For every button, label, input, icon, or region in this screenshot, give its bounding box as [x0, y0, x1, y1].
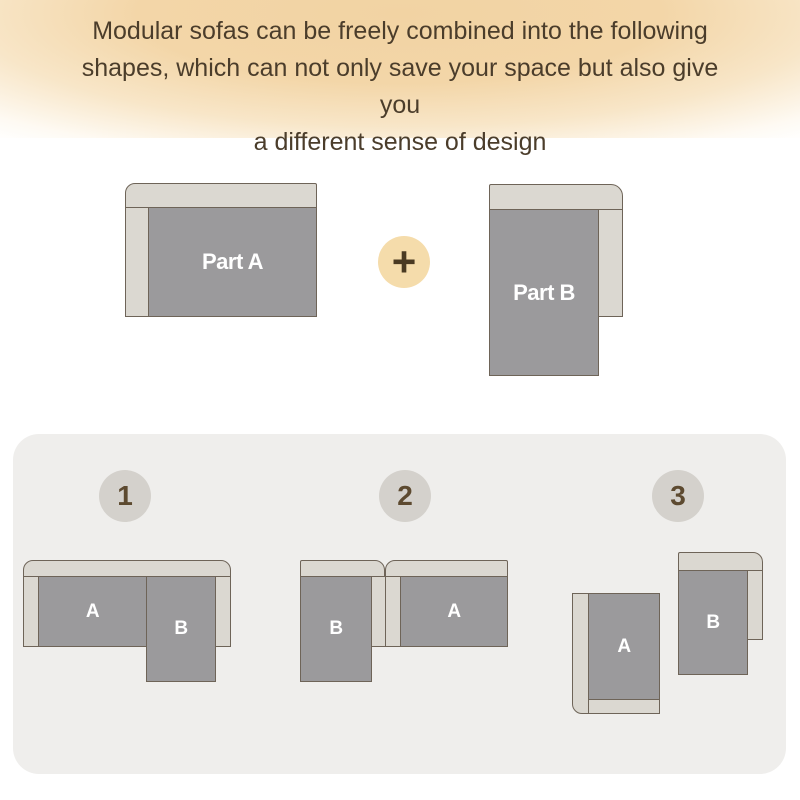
combo-3-module-b-label: B	[706, 611, 720, 633]
combination-1-sofa	[23, 560, 231, 682]
part-b-seat	[489, 209, 599, 376]
combo-2-module-a-seat	[400, 576, 508, 647]
combo-3-module-b-backrest	[678, 552, 763, 571]
combo-3-module-a-label: A	[617, 635, 631, 657]
combo-3-module-a-armrest	[588, 699, 660, 714]
part-a-armrest	[125, 207, 149, 317]
part-b-label: Part B	[513, 279, 575, 305]
combo-1-backrest	[23, 560, 231, 577]
combination-3-module-a	[572, 593, 660, 714]
header-banner	[0, 0, 800, 156]
headline-line-1: Modular sofas can be freely combined into the following	[92, 17, 708, 45]
combination-3-number: 3	[670, 480, 686, 511]
combo-3-module-a-seat	[588, 593, 660, 700]
part-a-label: Part A	[202, 249, 263, 274]
part-a-backrest	[125, 183, 317, 208]
combo-2-module-b-armrest	[371, 576, 386, 647]
combo-1-module-a-seat	[38, 576, 147, 647]
part-a-seat	[148, 207, 317, 317]
part-b-diagram	[489, 184, 623, 376]
combo-3-module-b-armrest	[747, 570, 763, 640]
part-b-armrest	[598, 209, 623, 317]
part-a-diagram	[125, 183, 317, 317]
combo-2-module-b-seat	[300, 576, 372, 682]
combo-2-module-a-backrest	[385, 560, 508, 577]
combo-2-module-a-label: A	[447, 600, 461, 622]
combo-2-module-a-armrest	[385, 576, 401, 647]
combo-3-module-b-seat	[678, 570, 748, 675]
combinations-panel	[13, 434, 786, 774]
combo-1-module-b-label: B	[174, 618, 188, 639]
combo-2-module-b-label: B	[329, 618, 343, 639]
headline-line-3: a different sense of design	[253, 128, 547, 156]
combination-1-number-badge	[99, 470, 151, 522]
combo-2-module-b-backrest	[300, 560, 385, 577]
combo-1-right-armrest	[215, 576, 231, 647]
combination-2-sofa	[300, 560, 508, 682]
combination-3-number-badge	[652, 470, 704, 522]
combo-1-module-a-label: A	[85, 600, 100, 622]
combination-1-number: 1	[117, 480, 133, 511]
combo-3-module-a-backrest	[572, 593, 589, 714]
part-b-backrest	[489, 184, 623, 210]
combination-2-number: 2	[397, 480, 413, 511]
combo-1-left-armrest	[23, 576, 39, 647]
headline	[60, 13, 740, 161]
combo-1-module-b-seat	[146, 576, 216, 682]
plus-sign: +	[391, 238, 417, 285]
plus-icon	[378, 236, 430, 288]
combination-2-number-badge	[379, 470, 431, 522]
combination-3-module-b	[678, 552, 763, 675]
headline-line-2: shapes, which can not only save your space but also give you	[81, 54, 719, 119]
